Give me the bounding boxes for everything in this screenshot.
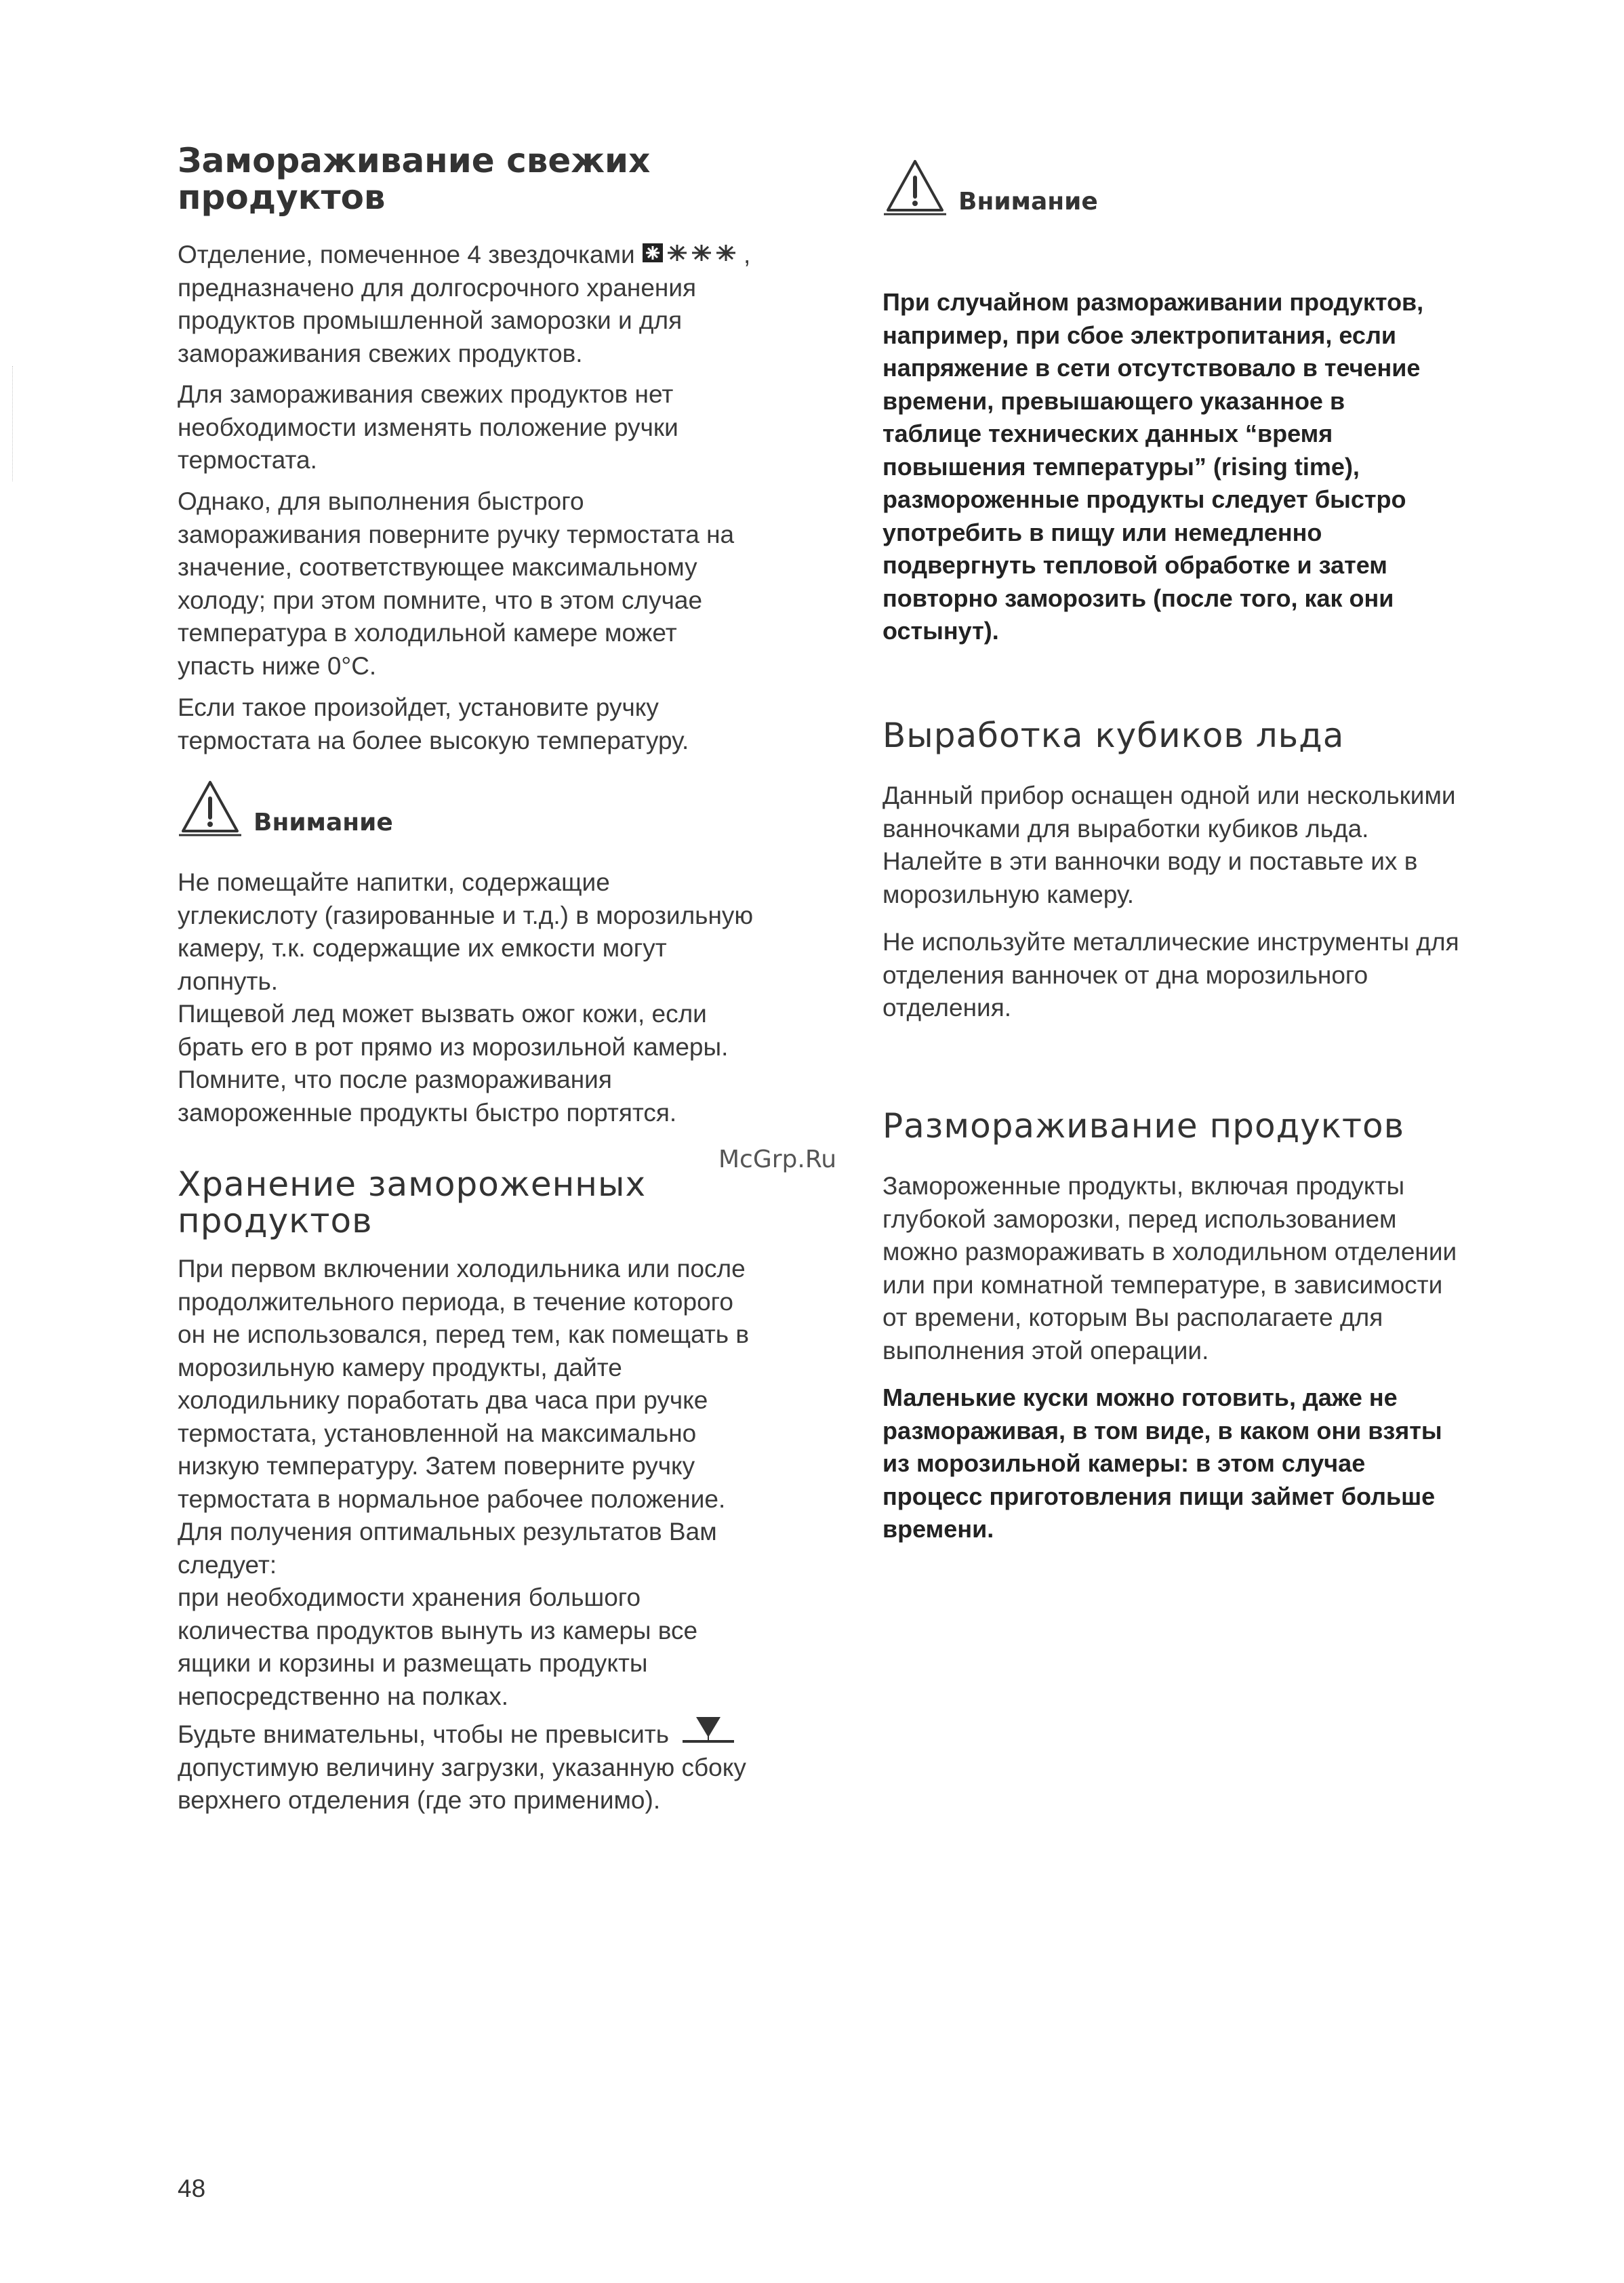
warning-triangle-icon bbox=[882, 157, 948, 217]
para-higher-temperature: Если такое произойдет, установите ручку термостата на более высокую температуру. bbox=[178, 693, 689, 754]
warning-header-right: Внимание bbox=[882, 157, 1098, 217]
para-no-thermostat-change: Для замораживания свежих продуктов нет необходимости изменять положение ручки термостата. bbox=[178, 380, 678, 474]
warning-header-left: Внимание bbox=[178, 778, 393, 838]
heading-frozen-storage: Хранение замороженных продуктов bbox=[178, 1165, 647, 1240]
para-thawing-methods: Замороженные продукты, включая продукты глубокой заморозки, перед использованием можно размораживать в холодильном отделении или при комнатной температуре, в зависимости от времени, которым Вы располагаете для выполнения этой операции. bbox=[882, 1172, 1457, 1365]
para-fast-freezing: Однако, для выполнения быстрого замораживания поверните ручку термостата на значение, соответствующее максимальному холоду; при этом помните, что в этом случае температура в холодильной камере может упасть ниже 0°C. bbox=[178, 487, 735, 680]
scan-margin-marks bbox=[12, 366, 17, 481]
watermark: McGrp.Ru bbox=[718, 1146, 837, 1173]
para-ice-trays: Данный прибор оснащен одной или несколькими ванночками для выработки кубиков льда. Налейте в эти ванночки воду и поставьте их в морозильную камеру. bbox=[882, 782, 1456, 908]
para-cook-without-thawing: Маленькие куски можно готовить, даже не размораживая, в том виде, в каком они взяты из морозильной камеры: в этом случае процесс приготовления пищи займет больше времени. bbox=[882, 1383, 1442, 1543]
heading-thawing: Размораживание продуктов bbox=[882, 1106, 1405, 1146]
heading-freezing-fresh: Замораживание свежих продуктов bbox=[178, 141, 651, 217]
max-load-line-icon bbox=[681, 1713, 735, 1747]
warning-text-right: При случайном размораживании продуктов, например, при сбое электропитания, если напряжение в сети отсутствовало в течение времени, превышающего указанное в таблице технических данных “время повышения температуры” (rising time), размороженные продукты следует быстро употребить в пищу или немедленно подвергнуть тепловой обработке и затем повторно заморозить (после того, как они остынут). bbox=[882, 288, 1424, 645]
para-first-use: При первом включении холодильника или после продолжительного периода, в течение которого он не использовался, перед тем, как помещать в морозильную камеру продукты, дайте холодильнику поработать два часа при ручке термостата, установленной на максимально низкую температуру. Затем поверните ручку термостата в нормальное рабочее положение. Для получения оптимальных результатов Вам следует: при необходимости хранения большого количества продуктов вынуть из камеры все ящики и корзины и размещать продукты непосредственно на полках. Будьте внимательны, чтобы не превысить допустимую величину загрузки, указанную сбоку верхнего отделения (где это применимо). bbox=[178, 1255, 750, 1814]
four-star-freezer-icon bbox=[642, 240, 744, 266]
page-number: 48 bbox=[178, 2175, 206, 2202]
para-no-metal-tools: Не используйте металлические инструменты для отделения ванночек от дна морозильного отделения. bbox=[882, 928, 1459, 1022]
warning-triangle-icon bbox=[178, 778, 243, 838]
heading-ice-cubes: Выработка кубиков льда bbox=[882, 716, 1345, 755]
para-four-star-compartment: Отделение, помеченное 4 звездочками , предназначено для долгосрочного хранения продуктов промышленной заморозки и для замораживания свежих продуктов. bbox=[178, 241, 751, 367]
warning-text-left: Не помещайте напитки, содержащие углекислоту (газированные и т.д.) в морозильную камеру, т.к. содержащие их емкости могут лопнуть. Пищевой лед может вызвать ожог кожи, если брать его в рот прямо из морозильной камеры. Помните, что после размораживания замороженные продукты быстро портятся. bbox=[178, 868, 754, 1127]
